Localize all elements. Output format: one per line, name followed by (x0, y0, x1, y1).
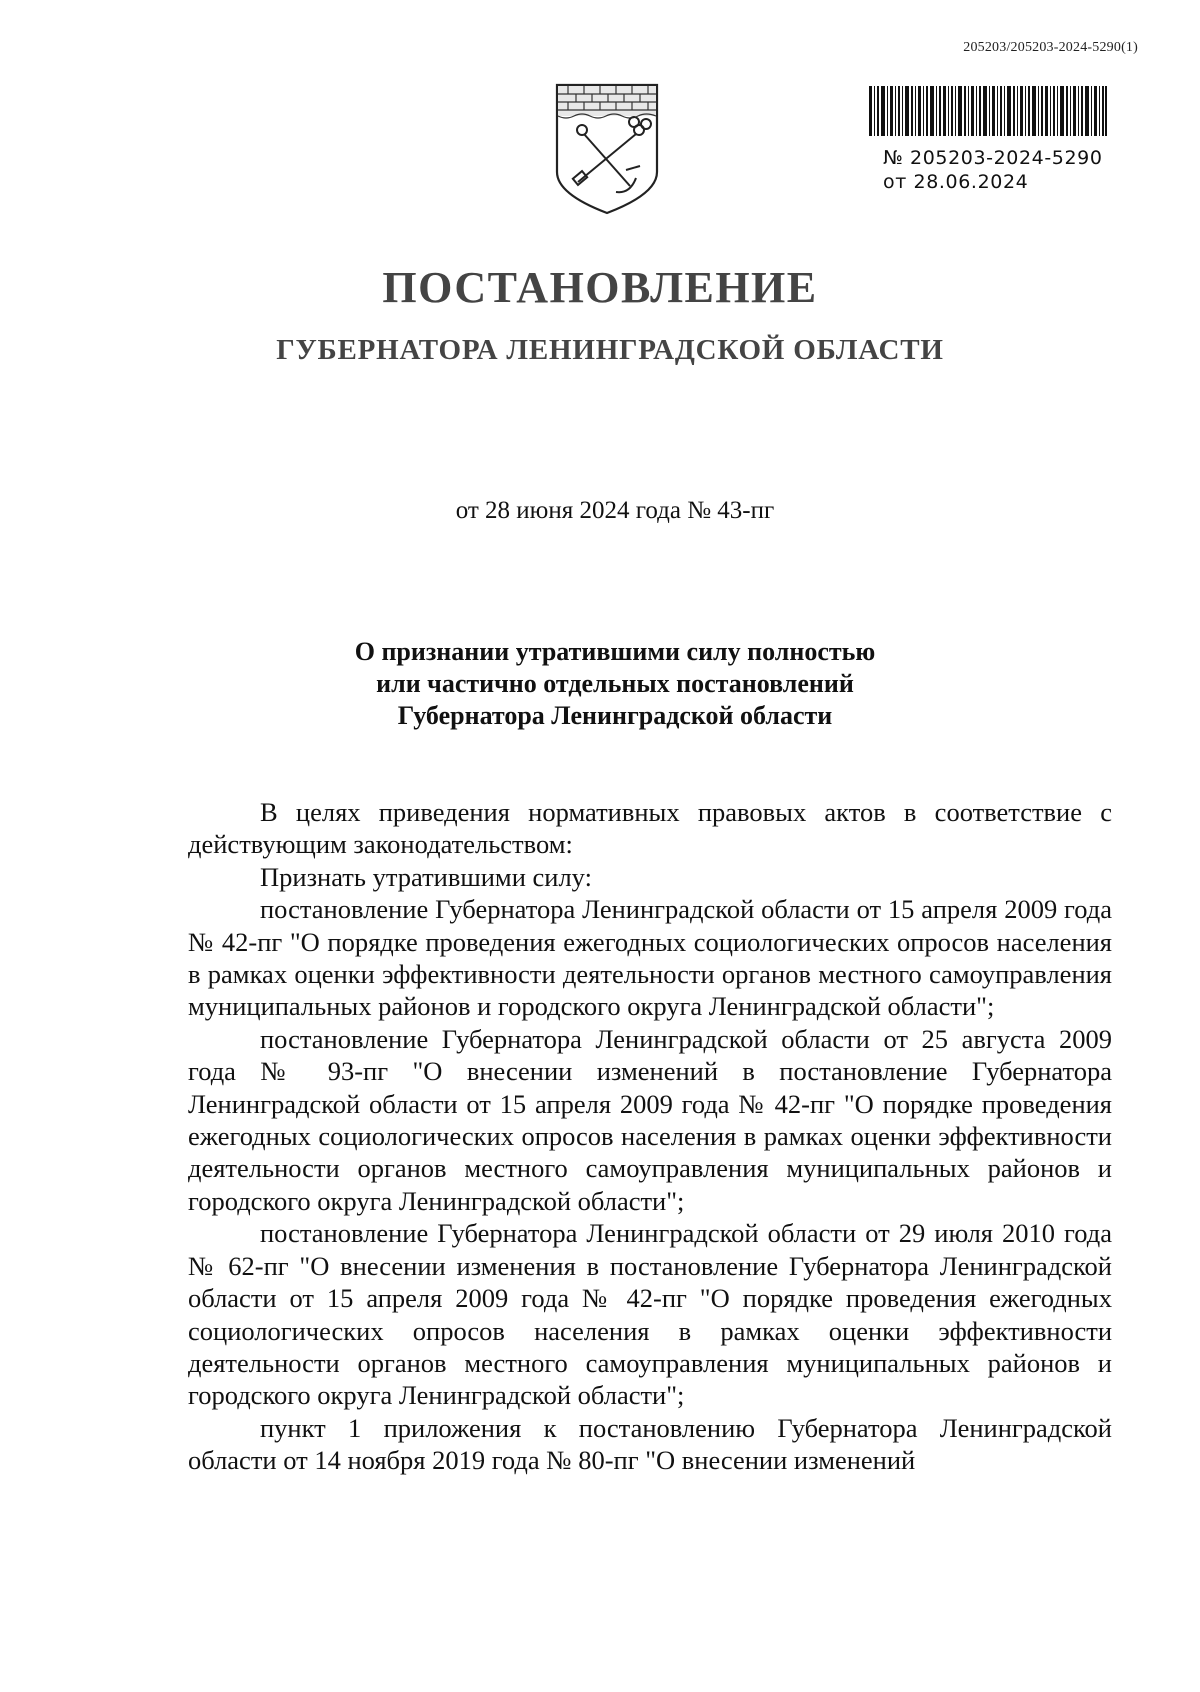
decree-date-number: от 28 июня 2024 года № 43-пг (455, 497, 775, 524)
leningrad-oblast-coat-of-arms-icon (554, 82, 660, 216)
registration-date: от 28.06.2024 (883, 171, 1029, 193)
document-subtitle: ГУБЕРНАТОРА ЛЕНИНГРАДСКОЙ ОБЛАСТИ (276, 334, 944, 366)
document-reference: 205203/205203-2024-5290(1) (963, 40, 1138, 55)
registration-block (863, 86, 1113, 194)
repealed-item: пункт 1 приложения к постановлению Губернатора Ленинградской области от 14 ноября 2019 года № 80-пг "О внесении изменений (188, 1412, 1112, 1476)
barcode-icon (869, 86, 1107, 136)
document-title: ПОСТАНОВЛЕНИЕ (382, 263, 818, 312)
body-declare-paragraph: Признать утратившими силу: (260, 861, 592, 892)
heading-line: или частично отдельных постановлений (376, 669, 854, 698)
repealed-item: постановление Губернатора Ленинградской области от 25 августа 2009 года № 93-пг "О внесении изменений в постановление Губернатора Ленинградской области от 15 апреля 2009 года № 42-пг "О порядке проведения ежегодных социологических опросов населения в рамках оценки эффективности деятельности органов местного самоуправления муниципальных районов и городского округа Ленинградской области"; (188, 1023, 1112, 1216)
decree-body (188, 796, 1112, 1477)
heading-line: О признании утратившими силу полностью (354, 637, 876, 666)
body-intro-paragraph: В целях приведения нормативных правовых актов в соответствие с действующим законодательством: (188, 797, 1112, 860)
registration-number: № 205203-2024-5290 (883, 147, 1103, 169)
decree-heading (0, 636, 1200, 732)
repealed-item: постановление Губернатора Ленинградской области от 15 апреля 2009 года № 42-пг "О порядке проведения ежегодных социологических опросов населения в рамках оценки эффективности деятельности органов местного самоуправления муниципальных районов и городского округа Ленинградской области"; (188, 894, 1112, 1022)
repealed-item: постановление Губернатора Ленинградской области от 29 июля 2010 года № 62-пг "О внесении изменения в постановление Губернатора Ленинградской области от 15 апреля 2009 года № 42-пг "О порядке проведения ежегодных социологических опросов населения в рамках оценки эффективности деятельности органов местного самоуправления муниципальных районов и городского округа Ленинградской области"; (188, 1218, 1112, 1411)
heading-line: Губернатора Ленинградской области (397, 701, 833, 730)
